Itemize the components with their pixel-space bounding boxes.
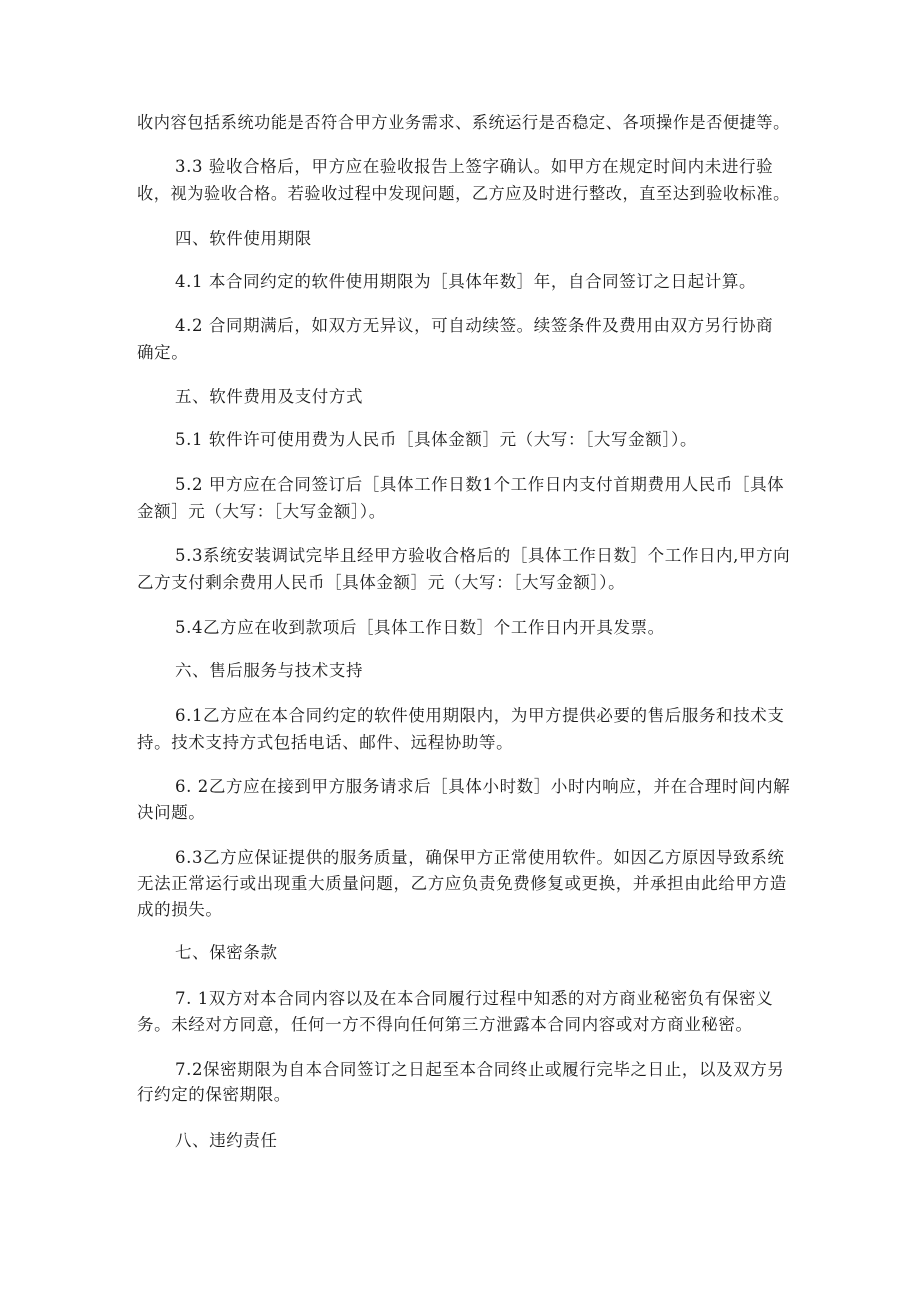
paragraph-line: 务。未经对方同意，任何一方不得向任何第三方泄露本合同内容或对方商业秘密。 [137, 1015, 753, 1034]
paragraph-line: 4.2 合同期满后，如双方无异议，可自动续签。续签条件及费用由双方另行协商 [175, 316, 774, 335]
paragraph-line: 成的损失。 [137, 900, 223, 919]
paragraph-line: 7.2保密期限为自本合同签订之日起至本合同终止或履行完毕之日止，以及双方另 [175, 1060, 785, 1079]
paragraph-line: 5.3系统安装调试完毕且经甲方验收合格后的［具体工作日数］个工作日内,甲方向 [175, 546, 791, 565]
section-heading: 七、保密条款 [175, 943, 278, 962]
paragraph-line: 5.1 软件许可使用费为人民币［具体金额］元（大写：［大写金额］）。 [175, 430, 698, 449]
paragraph-line: 收内容包括系统功能是否符合甲方业务需求、系统运行是否稳定、各项操作是否便捷等。 [137, 113, 790, 132]
paragraph-line: 5.4乙方应在收到款项后［具体工作日数］个工作日内开具发票。 [175, 618, 665, 637]
paragraph-line: 5.2 甲方应在合同签订后［具体工作日数1个工作日内支付首期费用人民币［具体 [175, 475, 785, 494]
paragraph-line: 行约定的保密期限。 [137, 1085, 291, 1104]
section-heading: 四、软件使用期限 [175, 229, 312, 248]
paragraph-line: 金额］元（大写：［大写金额］）。 [137, 502, 386, 521]
paragraph-line: 4.1 本合同约定的软件使用期限为［具体年数］年，自合同签订之日起计算。 [175, 272, 757, 291]
paragraph-line: 6.1乙方应在本合同约定的软件使用期限内，为甲方提供必要的售后服务和技术支 [175, 706, 785, 725]
paragraph-line: 3.3 验收合格后，甲方应在验收报告上签字确认。如甲方在规定时间内未进行验 [175, 157, 774, 176]
paragraph-line: 6. 2乙方应在接到甲方服务请求后［具体小时数］小时内响应，并在合理时间内解 [175, 777, 791, 796]
paragraph-line: 乙方支付剩余费用人民币［具体金额］元（大写：［大写金额］）。 [137, 573, 626, 592]
paragraph-line: 无法正常运行或出现重大质量问题，乙方应负责免费修复或更换，并承担由此给甲方造 [137, 874, 787, 893]
paragraph-line: 确定。 [137, 343, 189, 362]
section-heading: 五、软件费用及支付方式 [175, 387, 364, 406]
section-heading: 八、违约责任 [175, 1131, 278, 1150]
paragraph-line: 6.3乙方应保证提供的服务质量，确保甲方正常使用软件。如因乙方原因导致系统 [175, 848, 785, 867]
paragraph-line: 决问题。 [137, 803, 206, 822]
paragraph-line: 7. 1双方对本合同内容以及在本合同履行过程中知悉的对方商业秘密负有保密义 [175, 989, 774, 1008]
paragraph-line: 持。技术支持方式包括电话、邮件、远程协助等。 [137, 733, 514, 752]
section-heading: 六、售后服务与技术支持 [175, 661, 364, 680]
paragraph-line: 收，视为验收合格。若验收过程中发现问题，乙方应及时进行整改，直至达到验收标准。 [137, 184, 790, 203]
